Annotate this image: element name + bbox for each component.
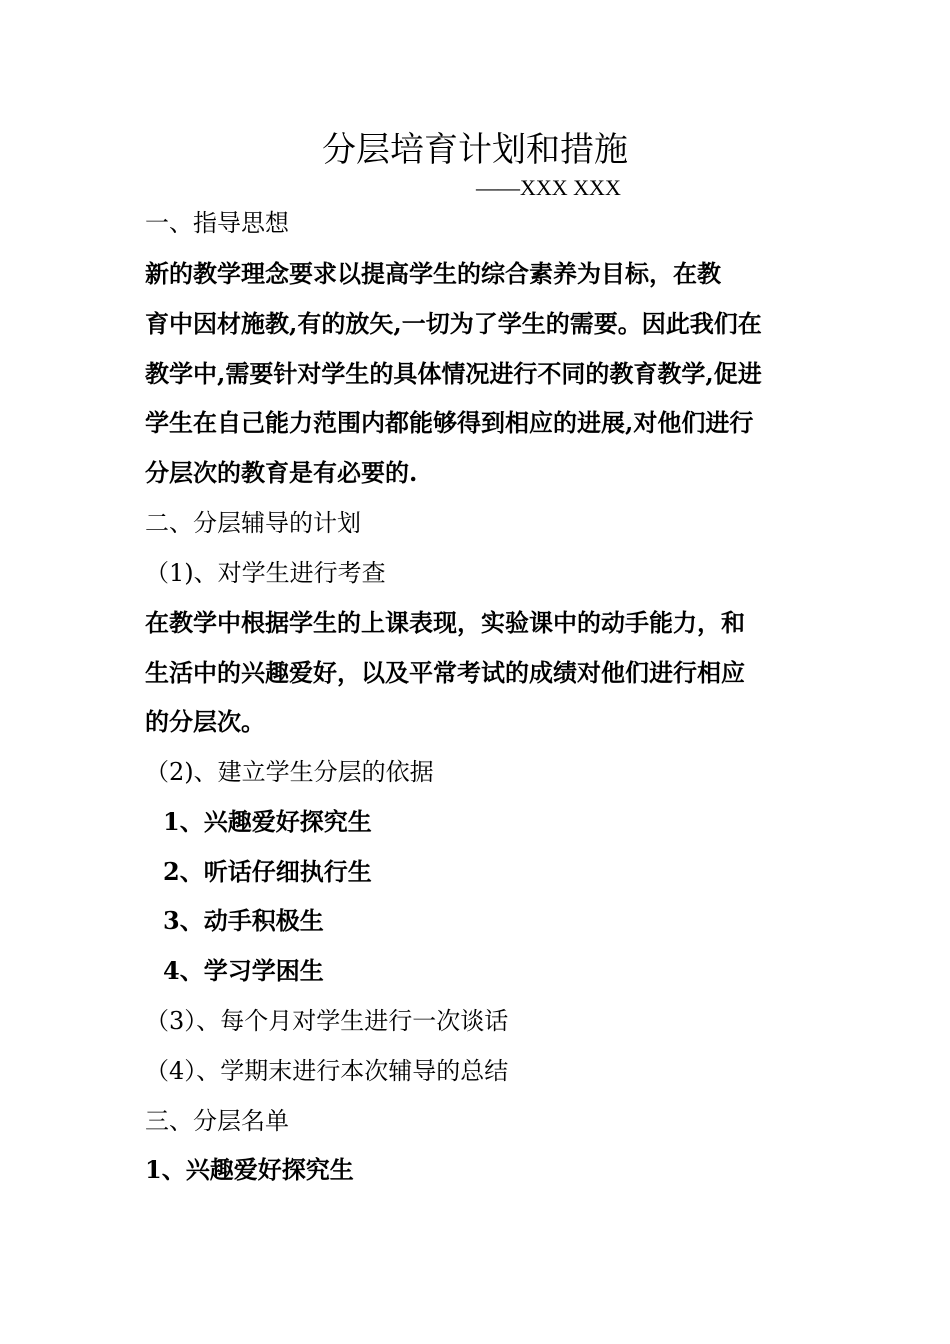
- section-heading-tutoring-plan: 二、分层辅导的计划: [145, 509, 361, 537]
- paragraph-line: 新的教学理念要求以提高学生的综合素养为目标，在教: [145, 259, 721, 288]
- paragraph-line: 育中因材施教,有的放矢,一切为了学生的需要。因此我们在: [145, 309, 762, 338]
- paragraph-line: 的分层次。: [145, 707, 265, 736]
- list-item: 3、动手积极生: [163, 906, 324, 935]
- paragraph-line: 生活中的兴趣爱好，以及平常考试的成绩对他们进行相应: [145, 658, 745, 687]
- subheading-layering-basis: （2)、建立学生分层的依据: [145, 758, 434, 786]
- section-heading-guiding-thought: 一、指导思想: [145, 209, 289, 237]
- paragraph-line: 分层次的教育是有必要的.: [145, 458, 418, 487]
- paragraph-line: 在教学中根据学生的上课表现，实验课中的动手能力，和: [145, 608, 745, 637]
- list-item: 4、学习学困生: [163, 956, 324, 985]
- list-item: 1、兴趣爱好探究生: [145, 1155, 354, 1184]
- subheading-monthly-talk: （3）、每个月对学生进行一次谈话: [145, 1007, 509, 1035]
- document-author: ——XXX XXX: [476, 175, 621, 200]
- document-title: 分层培育计划和措施: [322, 130, 628, 170]
- list-item: 2、听话仔细执行生: [163, 857, 372, 886]
- section-heading-layer-list: 三、分层名单: [145, 1107, 289, 1135]
- subheading-assessment: （1)、对学生进行考查: [145, 559, 386, 587]
- paragraph-line: 学生在自己能力范围内都能够得到相应的进展,对他们进行: [145, 408, 754, 437]
- paragraph-line: 教学中,需要针对学生的具体情况进行不同的教育教学,促进: [145, 359, 762, 388]
- subheading-term-summary: （4）、学期末进行本次辅导的总结: [145, 1057, 509, 1085]
- list-item: 1、兴趣爱好探究生: [163, 807, 372, 836]
